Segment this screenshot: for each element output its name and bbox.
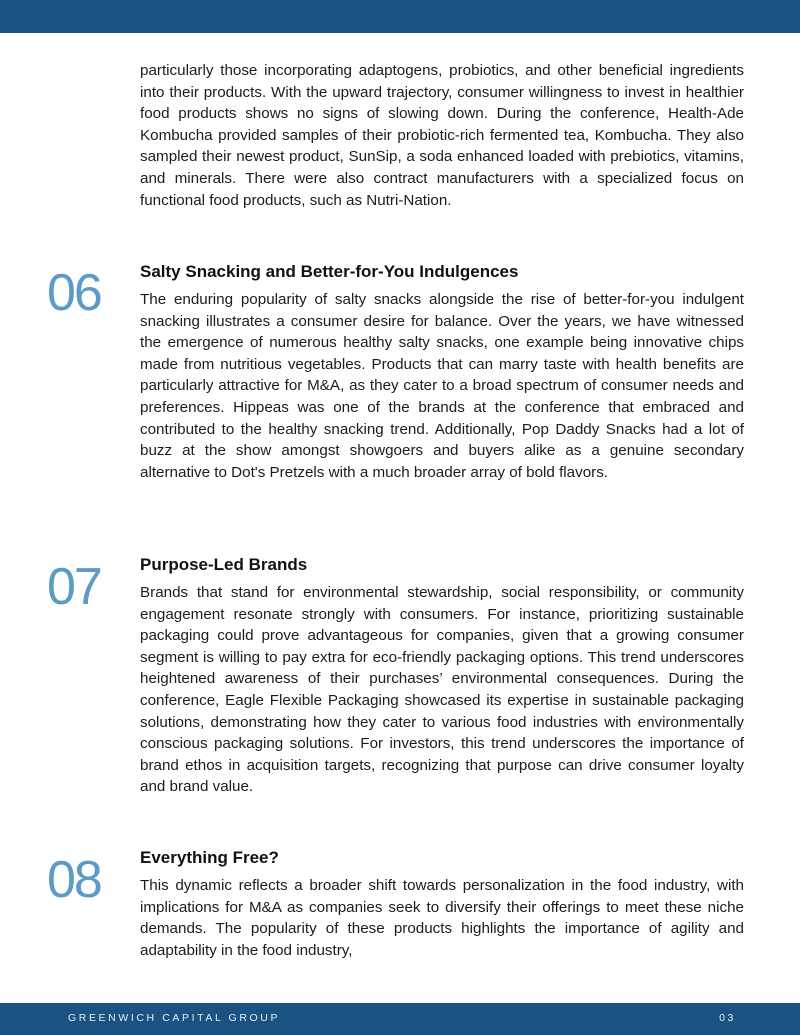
section-body-purpose-led-brands: Brands that stand for environmental stewardship, social responsibility, or community engagement resonate strongly with consumers. For instance, prioritizing sustainable packaging could prove advantageous for companies, given that a growing consumer segment is willing to pay extra for eco-friendly packaging options. This trend underscores heightened awareness of their purchases’ environmental consequences. During the conference, Eagle Flexible Packaging showcased its expertise in sustainable packaging solutions, demonstrating how they cater to various food industries with environmentally conscious packaging solutions. For investors, this trend underscores the importance of brand ethos in acquisition targets, recognizing that purpose can drive consumer loyalty and brand value.: [140, 584, 744, 796]
section-number-06: 06: [47, 264, 101, 322]
footer-company-name: GREENWICH CAPITAL GROUP: [68, 1012, 281, 1024]
section-number-07: 07: [47, 558, 101, 616]
section-number-08: 08: [47, 851, 101, 909]
header-band: [0, 0, 800, 33]
footer-band: [0, 1003, 800, 1035]
section-body-everything-free: This dynamic reflects a broader shift towards personalization in the food industry, with implications for M&A as companies seek to diversify their offerings to meet these niche demands. The popularity of these products highlights the importance of agility and adaptability in the food industry,: [140, 877, 744, 959]
section-body-salty-snacking: The enduring popularity of salty snacks alongside the rise of better-for-you indulgent snacking illustrates a consumer desire for balance. Over the years, we have witnessed the emergence of numerous healthy salty snacks, one example being innovative chips made from nutritious vegetables. Products that can marry taste with health benefits are particularly attractive for M&A, as they cater to a broad spectrum of consumer needs and preferences. Hippeas was one of the brands at the conference that embraced and contributed to the healthy snacking trend. Additionally, Pop Daddy Snacks had a lot of buzz at the show amongst showgoers and buyers alike as a genuine secondary alternative to Dot's Pretzels with a much broader array of bold flavors.: [140, 291, 744, 481]
section-heading-purpose-led-brands: Purpose-Led Brands: [140, 555, 308, 574]
footer-page-number: 03: [719, 1012, 736, 1024]
section-heading-everything-free: Everything Free?: [140, 848, 279, 867]
intro-paragraph: particularly those incorporating adaptogens, probiotics, and other beneficial ingredients into their products. With the upward trajectory, consumer willingness to invest in healthier food products shows no signs of slowing down. During the conference, Health-Ade Kombucha provided samples of their probiotic-rich fermented tea, Kombucha. They also sampled their newest product, SunSip, a soda enhanced loaded with prebiotics, vitamins, and minerals. There were also contract manufacturers with a specialized focus on functional food products, such as Nutri-Nation.: [140, 62, 744, 209]
section-heading-salty-snacking: Salty Snacking and Better-for-You Indulgences: [140, 262, 519, 281]
